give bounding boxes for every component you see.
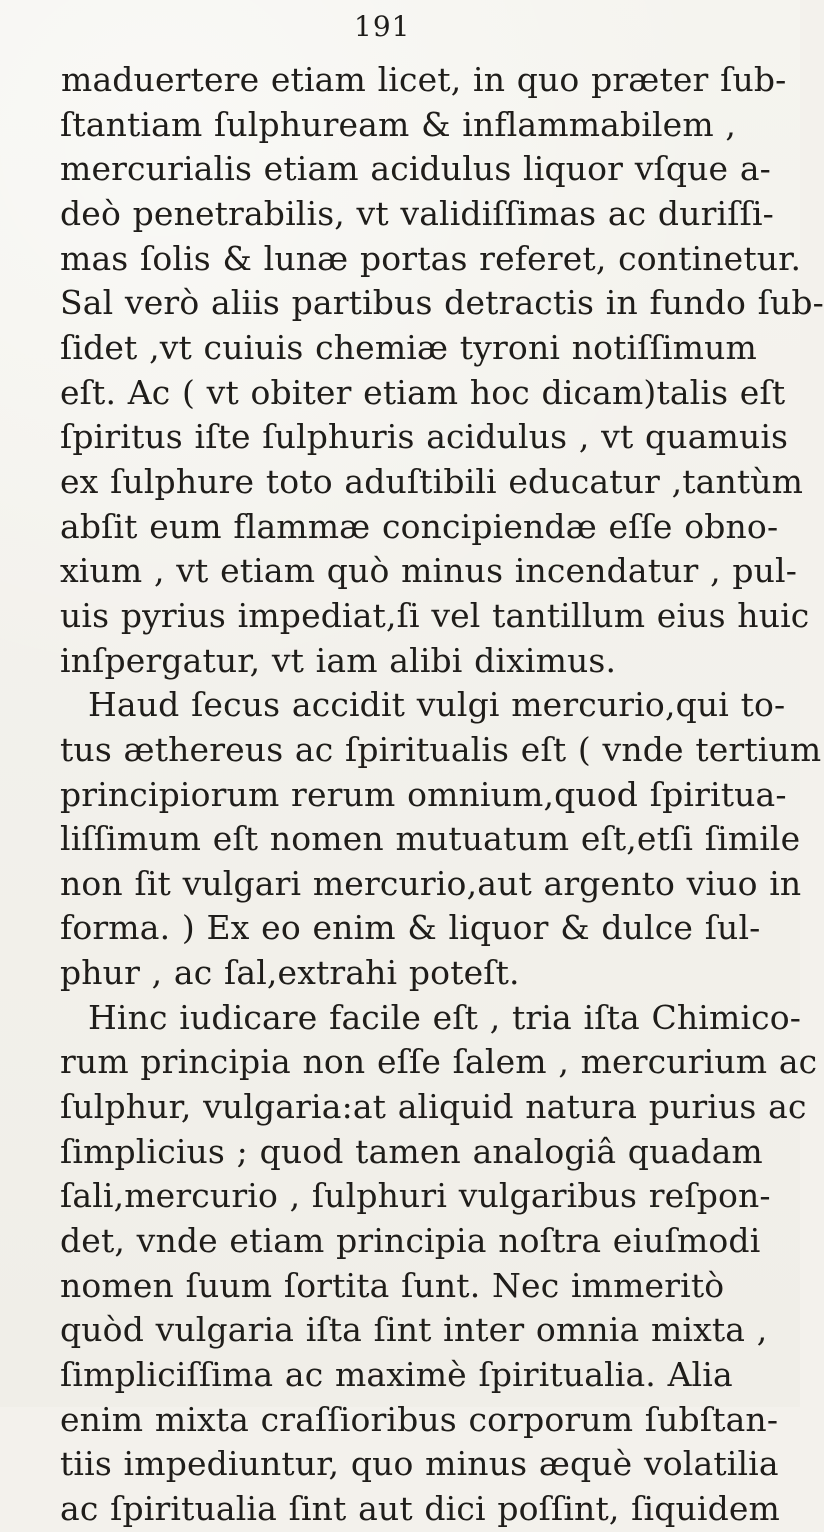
text-line-11: abſit eum flammæ concipiendæ eſſe obno- (60, 506, 779, 546)
text-line-07: ſidet ,vt cuiuis chemiæ tyroni notiſſimum (60, 327, 757, 367)
text-line-14: inſpergatur, vt iam alibi diximus. (60, 640, 617, 680)
text-line-19: non ſit vulgari mercurio,aut argento viuo in (60, 863, 802, 903)
text-line-09: ſpiritus iſte ſulphuris acidulus , vt quamuis (60, 417, 789, 457)
text-line-08: eſt. Ac ( vt obiter etiam hoc dicam)talis eſt (60, 372, 786, 412)
text-line-29: quòd vulgaria iſta ſint inter omnia mixta , (60, 1310, 768, 1350)
text-line-32: tiis impediuntur, quo minus æquè volatilia (60, 1444, 779, 1484)
text-line-18: liſſimum eſt nomen mutuatum eſt,etſi ſimile (60, 819, 801, 859)
text-line-03: mercurialis etiam acidulus liquor vſque a- (60, 149, 771, 189)
text-line-22: Hinc iudicare facile eſt , tria iſta Chimico- (88, 997, 802, 1037)
text-line-21: phur , ac ſal,extrahi poteſt. (60, 953, 520, 993)
text-line-02: ſtantiam ſulphuream & inflammabilem , (60, 104, 737, 144)
text-line-05: mas ſolis & lunæ portas referet, continetur. (60, 238, 802, 278)
text-line-01: maduertere etiam licet, in quo præter ſub- (61, 60, 787, 99)
text-line-13: uis pyrius impediat,ſi vel tantillum eius huic (60, 595, 810, 635)
text-line-15: Haud ſecus accidit vulgi mercurio,qui to- (88, 685, 786, 725)
text-line-31: enim mixta craſſioribus corporum ſubſtan- (60, 1399, 779, 1439)
text-line-26: ſali,mercurio , ſulphuri vulgaribus reſpon- (60, 1176, 771, 1216)
text-line-30: ſimpliciſſima ac maximè ſpiritualia. Alia (60, 1355, 733, 1395)
text-line-12: xium , vt etiam quò minus incendatur , pul- (60, 551, 798, 591)
latin-text-block (60, 58, 824, 1532)
text-line-04: deò penetrabilis, vt validiſſimas ac duriſſi- (60, 193, 774, 233)
text-line-25: ſimplicius ; quod tamen analogiâ quadam (60, 1131, 763, 1171)
text-line-17: principiorum rerum omnium,quod ſpiritua- (60, 774, 787, 814)
page-number: 191 (354, 10, 411, 43)
text-line-06: Sal verò aliis partibus detractis in fundo ſub- (60, 283, 824, 323)
text-line-23: rum principia non eſſe ſalem , mercurium ac (60, 1042, 818, 1082)
text-line-24: ſulphur, vulgaria:at aliquid natura purius ac (60, 1087, 807, 1127)
text-line-20: forma. ) Ex eo enim & liquor & dulce ſul- (60, 908, 761, 948)
text-line-33: ac ſpiritualia ſint aut dici poſſint, ſiquidem (60, 1489, 780, 1528)
text-line-16: tus æthereus ac ſpiritualis eſt ( vnde tertium (60, 729, 822, 769)
text-line-28: nomen ſuum ſortita ſunt. Nec immeritò (60, 1265, 725, 1305)
text-line-27: det, vnde etiam principia noſtra eiuſmodi (60, 1221, 761, 1261)
text-line-10: ex ſulphure toto aduſtibili educatur ,tantùm (60, 461, 804, 501)
